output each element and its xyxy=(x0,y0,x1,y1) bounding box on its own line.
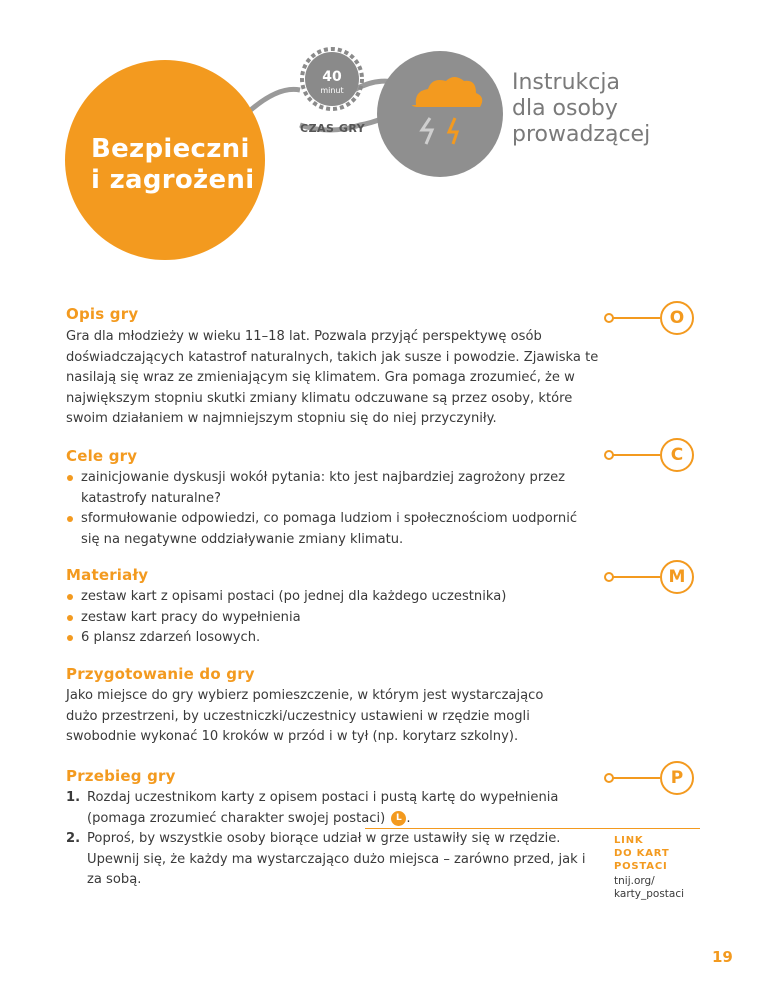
materialy-list xyxy=(66,587,606,649)
game-title xyxy=(91,134,254,196)
marker-letter: O xyxy=(660,301,694,335)
header-graphic xyxy=(0,0,768,260)
link-heading-line1: LINK xyxy=(614,835,644,846)
instruction-title xyxy=(512,70,650,148)
opis-text: Gra dla młodzieży w wieku 11–18 lat. Pozwala przyjąć perspektywę osób doświadczających katastrof naturalnych, takich jak susze i powodzie. Zjawiska te nasilają się wraz ze zmieniającym się klimatem. Gra pomaga zrozumieć, że w największym stopniu skutki zmiany klimatu odczuwane są przez osoby, które swoim działaniem w najmniejszym stopniu się do niej przyczyniły. xyxy=(66,329,599,426)
instruction-line2: dla osoby xyxy=(512,96,618,121)
link-heading-line3: POSTACI xyxy=(614,861,668,872)
section-heading-przebieg: Przebieg gry xyxy=(66,767,176,785)
section-heading-materialy: Materiały xyxy=(66,566,149,584)
przygotowanie-text: Jako miejsce do gry wybierz pomieszczenie, w którym jest wystarczająco dużo przestrzeni, by uczestniczki/uczestnicy ustawieni w rzędzie mogli swobodnie wykonać 10 kroków w przód i w tył (np. korytarz szkolny). xyxy=(66,688,544,744)
przebieg-steps xyxy=(66,788,586,891)
list-item: sformułowanie odpowiedzi, co pomaga ludziom i społecznościom uodpornić się na negatywne oddziaływanie zmiany klimatu. xyxy=(66,509,591,550)
section-heading-cele: Cele gry xyxy=(66,447,138,465)
list-item xyxy=(66,829,586,891)
section-marker-o xyxy=(604,301,694,335)
game-title-line2: i zagrożeni xyxy=(91,165,255,195)
section-heading-opis: Opis gry xyxy=(66,305,139,323)
instruction-line3: prowadzącej xyxy=(512,122,651,147)
link-url-line1[interactable]: tnij.org/ xyxy=(614,875,655,887)
instruction-line1: Instrukcja xyxy=(512,70,620,95)
section-marker-p xyxy=(604,761,694,795)
link-heading xyxy=(614,834,669,873)
marker-letter: M xyxy=(660,560,694,594)
game-title-line1: Bezpieczni xyxy=(91,134,250,164)
link-url-line2[interactable]: karty_postaci xyxy=(614,888,685,900)
step-number: 2. xyxy=(66,831,81,846)
list-item xyxy=(66,788,586,829)
section-marker-m xyxy=(604,560,694,594)
link-url[interactable] xyxy=(614,875,684,901)
time-label: CZAS GRY xyxy=(300,122,366,135)
step-text: Poproś, by wszystkie osoby biorące udział w grze ustawiły się w rzędzie. Upewnij się, że każdy ma wystarczająco dużo miejsca – zarówno przed, jak i za sobą. xyxy=(87,831,586,887)
time-value: 40 xyxy=(322,69,342,85)
marker-letter: C xyxy=(660,438,694,472)
step-text-end: . xyxy=(406,810,411,826)
section-heading-przygotowanie: Przygotowanie do gry xyxy=(66,665,255,683)
marker-letter: P xyxy=(660,761,694,795)
list-item: 6 plansz zdarzeń losowych. xyxy=(66,628,606,649)
list-item: zestaw kart pracy do wypełnienia xyxy=(66,608,606,629)
link-badge-icon[interactable]: L xyxy=(391,811,406,826)
step-text: Rozdaj uczestnikom karty z opisem postaci i pustą kartę do wypełnienia (pomaga zrozumieć charakter swojej postaci) xyxy=(87,790,559,826)
time-unit: minut xyxy=(320,86,344,95)
cele-list xyxy=(66,468,591,550)
step-number: 1. xyxy=(66,790,81,805)
icon-circle xyxy=(377,51,503,177)
page-number: 19 xyxy=(712,948,733,966)
list-item: zainicjowanie dyskusji wokół pytania: kto jest najbardziej zagrożony przez katastrofy naturalne? xyxy=(66,468,591,509)
list-item: zestaw kart z opisami postaci (po jednej dla każdego uczestnika) xyxy=(66,587,606,608)
section-marker-c xyxy=(604,438,694,472)
link-heading-line2: DO KART xyxy=(614,848,670,859)
